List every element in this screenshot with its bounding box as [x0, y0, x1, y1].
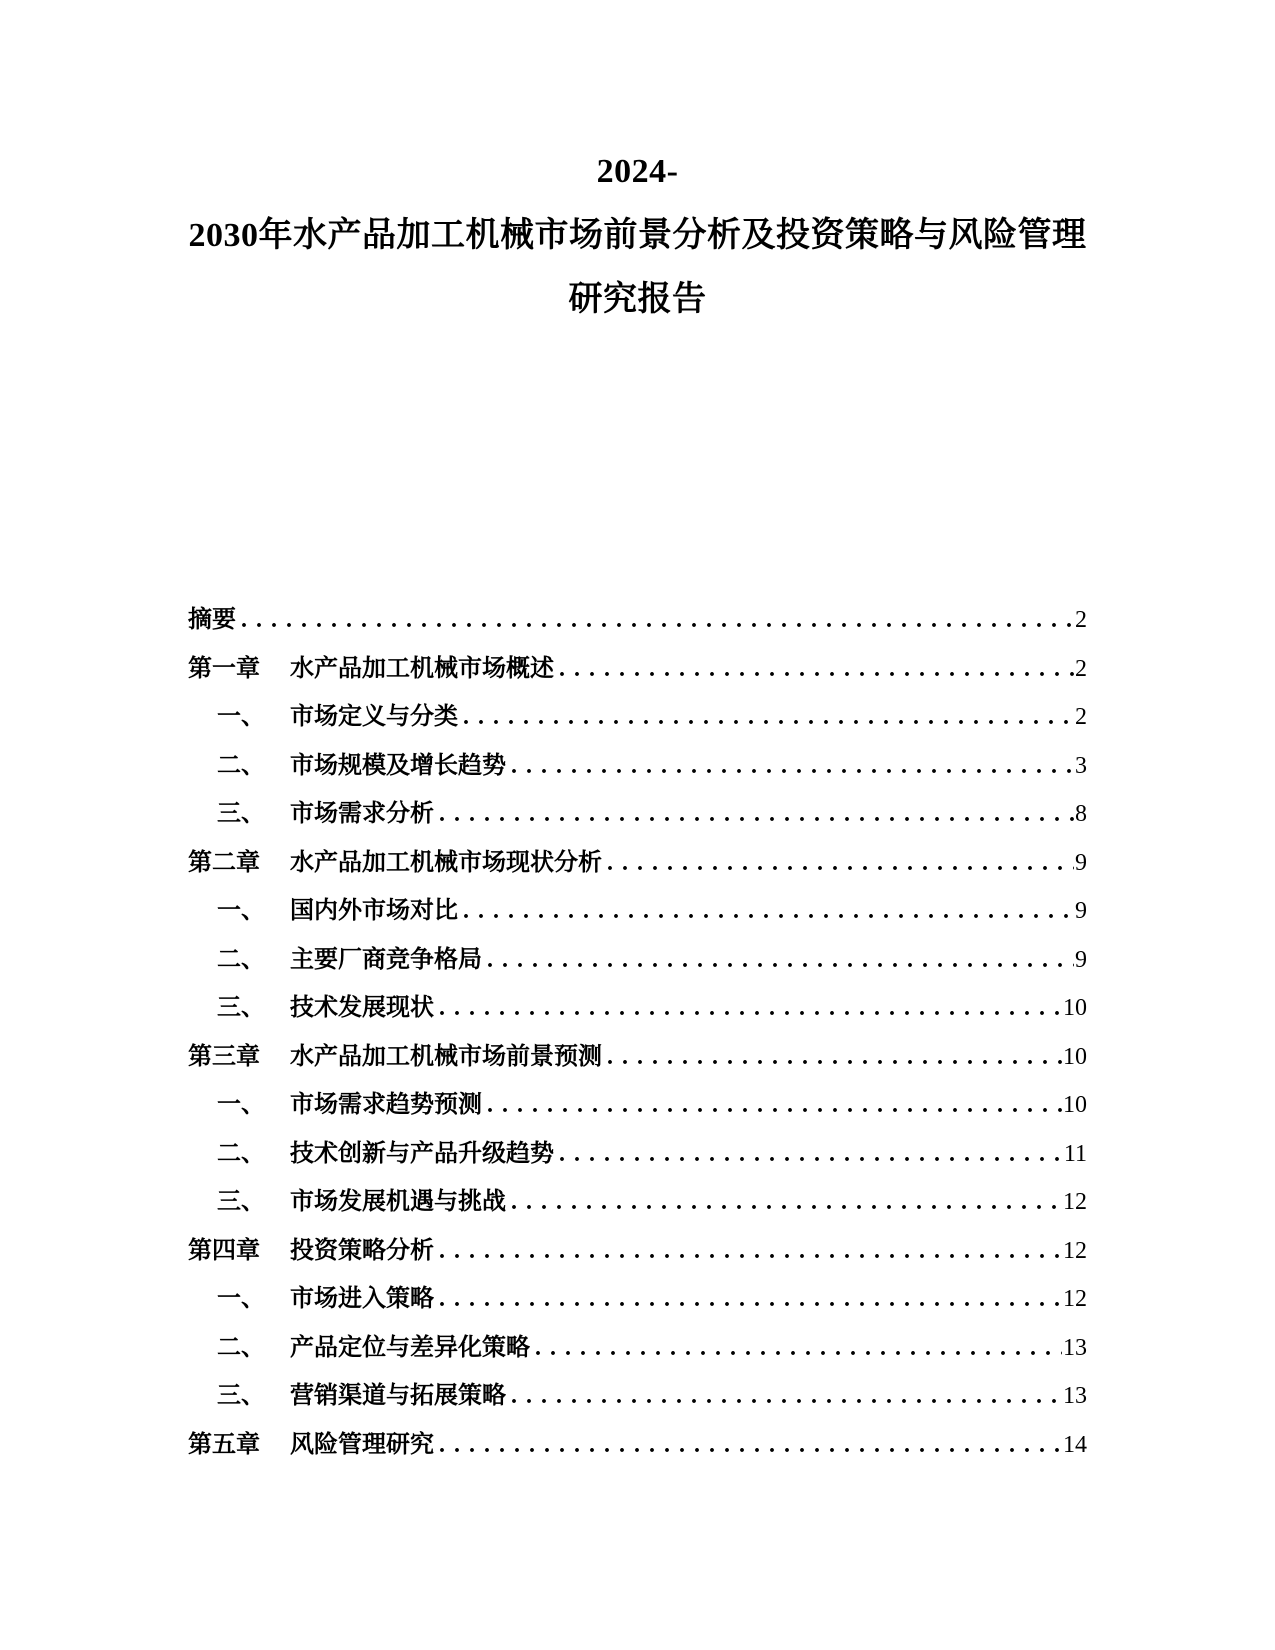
toc-entry-number: 二、 — [217, 946, 265, 973]
toc-page-number: 3 — [1075, 752, 1087, 779]
toc-dot-leader — [435, 984, 1062, 1033]
toc-entry-number: 三、 — [217, 995, 265, 1021]
toc-entry — [188, 693, 1087, 742]
toc-entry-number: 一、 — [217, 704, 265, 730]
toc-entry — [188, 839, 1087, 888]
toc-entry-number: 一、 — [217, 1286, 265, 1312]
toc-entry-number: 一、 — [217, 898, 265, 924]
toc-dot-leader — [435, 1227, 1062, 1276]
table-of-contents — [188, 596, 1087, 1469]
toc-entry-number: 二、 — [217, 1140, 265, 1167]
toc-dot-leader — [555, 645, 1074, 694]
toc-entry — [188, 645, 1087, 694]
toc-entry-label: 市场规模及增长趋势 — [290, 752, 506, 779]
toc-page-number: 2 — [1075, 607, 1087, 633]
toc-entry-label: 市场需求趋势预测 — [290, 1092, 482, 1118]
toc-entry-label: 市场进入策略 — [290, 1286, 434, 1312]
toc-entry-number: 第三章 — [188, 1043, 260, 1070]
toc-dot-leader — [435, 1421, 1062, 1470]
toc-dot-leader — [483, 936, 1074, 985]
toc-dot-leader — [603, 1033, 1062, 1082]
toc-page-number: 14 — [1063, 1431, 1087, 1458]
toc-entry-label: 摘要 — [188, 607, 236, 633]
toc-entry — [188, 936, 1087, 985]
toc-entry — [188, 1178, 1087, 1227]
toc-dot-leader — [459, 693, 1074, 742]
toc-page-number: 12 — [1063, 1189, 1087, 1215]
toc-entry — [188, 887, 1087, 936]
toc-entry-label: 技术发展现状 — [290, 995, 434, 1021]
toc-entry-label: 国内外市场对比 — [290, 898, 458, 924]
toc-entry-label: 主要厂商竞争格局 — [290, 946, 482, 973]
toc-entry-label: 水产品加工机械市场前景预测 — [290, 1043, 602, 1070]
toc-entry — [188, 1227, 1087, 1276]
toc-entry-label: 市场发展机遇与挑战 — [290, 1189, 506, 1215]
toc-entry-number: 三、 — [217, 1383, 265, 1409]
toc-entry-label: 营销渠道与拓展策略 — [290, 1383, 506, 1409]
toc-entry-label: 市场需求分析 — [290, 801, 434, 827]
toc-page-number: 13 — [1063, 1383, 1087, 1409]
toc-dot-leader — [459, 887, 1074, 936]
report-title-line-1: 2024- — [596, 153, 679, 190]
toc-entry — [188, 1033, 1087, 1082]
toc-page-number: 9 — [1075, 849, 1087, 876]
toc-dot-leader — [531, 1324, 1062, 1373]
toc-entry-label: 投资策略分析 — [290, 1237, 434, 1264]
toc-entry-number: 第二章 — [188, 849, 260, 876]
toc-page-number: 12 — [1063, 1237, 1087, 1264]
toc-page-number: 2 — [1075, 704, 1087, 730]
toc-page-number: 9 — [1075, 898, 1087, 924]
toc-entry-label: 市场定义与分类 — [290, 704, 458, 730]
toc-dot-leader — [555, 1130, 1063, 1179]
toc-page-number: 12 — [1063, 1286, 1087, 1312]
toc-dot-leader — [237, 596, 1074, 645]
toc-page-number: 10 — [1063, 995, 1087, 1021]
toc-page-number: 10 — [1063, 1092, 1087, 1118]
toc-entry — [188, 1275, 1087, 1324]
toc-entry-number: 二、 — [217, 1334, 265, 1361]
toc-page-number: 2 — [1075, 655, 1087, 682]
toc-dot-leader — [603, 839, 1074, 888]
toc-dot-leader — [435, 1275, 1062, 1324]
toc-entry-label: 技术创新与产品升级趋势 — [290, 1140, 554, 1167]
toc-entry-number: 二、 — [217, 752, 265, 779]
toc-page-number: 13 — [1063, 1334, 1087, 1361]
toc-entry — [188, 1081, 1087, 1130]
toc-entry-number: 第一章 — [188, 655, 260, 682]
toc-entry — [188, 1130, 1087, 1179]
toc-page-number: 10 — [1063, 1043, 1087, 1070]
toc-entry-number: 第五章 — [188, 1431, 260, 1458]
toc-dot-leader — [483, 1081, 1062, 1130]
report-title — [95, 140, 1180, 332]
toc-page-number: 9 — [1075, 946, 1087, 973]
toc-page-number: 11 — [1063, 1140, 1087, 1167]
report-title-line-3: 研究报告 — [568, 281, 707, 318]
toc-entry-label: 水产品加工机械市场现状分析 — [290, 849, 602, 876]
toc-entry-number: 三、 — [217, 1189, 265, 1215]
toc-entry — [188, 790, 1087, 839]
toc-entry-label: 水产品加工机械市场概述 — [290, 655, 554, 682]
toc-entry-label: 风险管理研究 — [290, 1431, 434, 1458]
toc-entry — [188, 596, 1087, 645]
toc-entry-number: 三、 — [217, 801, 265, 827]
toc-dot-leader — [507, 742, 1074, 791]
toc-dot-leader — [435, 790, 1074, 839]
toc-entry — [188, 1324, 1087, 1373]
report-title-line-2: 2030年水产品加工机械市场前景分析及投资策略与风险管理 — [188, 217, 1087, 254]
toc-entry — [188, 1421, 1087, 1470]
toc-entry-number: 一、 — [217, 1092, 265, 1118]
toc-entry — [188, 742, 1087, 791]
toc-dot-leader — [507, 1372, 1062, 1421]
toc-entry — [188, 984, 1087, 1033]
toc-dot-leader — [507, 1178, 1062, 1227]
toc-entry-label: 产品定位与差异化策略 — [290, 1334, 530, 1361]
toc-entry — [188, 1372, 1087, 1421]
toc-entry-number: 第四章 — [188, 1237, 260, 1264]
toc-page-number: 8 — [1075, 801, 1087, 827]
